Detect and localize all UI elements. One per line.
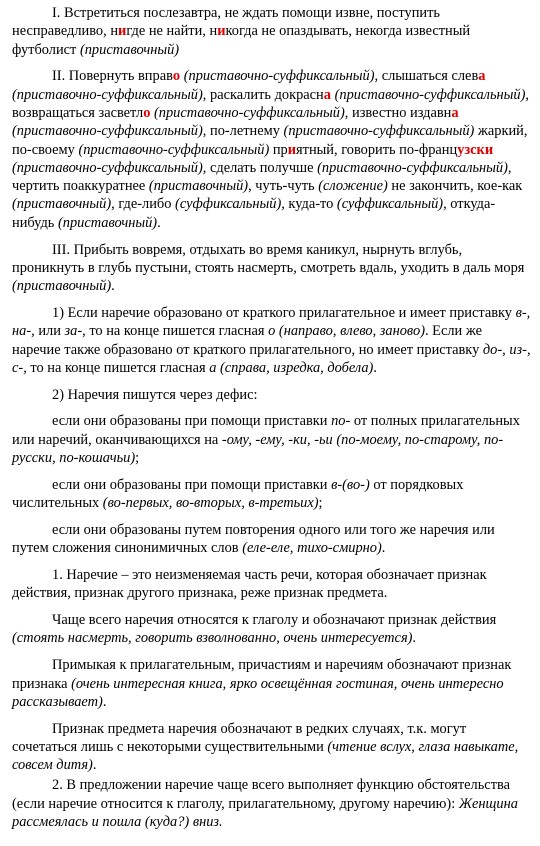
text-run: , чертить поаккуратнее: [12, 159, 512, 195]
highlighted-letter: и: [118, 23, 127, 40]
text-run: II. Повернуть вправ: [52, 68, 173, 85]
text-run: пр: [269, 141, 288, 158]
highlighted-letter: о: [172, 68, 181, 85]
text-run: , известно издавн: [344, 104, 452, 121]
italic-run: (приставочный): [57, 214, 158, 231]
italic-run: (приставочно-суффиксальный): [12, 159, 203, 176]
italic-run: (чтение вслух, глаза навыкате, совсем дитя): [12, 738, 519, 774]
italic-run: (приставочно-суффиксальный): [78, 141, 270, 158]
italic-run: (приставочно-суффиксальный): [183, 68, 375, 85]
text-run: .: [102, 693, 107, 710]
paragraph-12: [12, 720, 532, 775]
paragraph-10: [12, 611, 532, 648]
paragraph-6: [12, 412, 532, 467]
highlighted-letter: а: [451, 104, 459, 121]
text-run: 2. В предложении наречие чаще всего выполняет функцию обстоятельства (если наречие относится к глаголу, прилагательному, другому наречию):: [12, 777, 510, 812]
text-run: , то на конце пишется гласная: [23, 359, 210, 376]
paragraph-9: [12, 566, 532, 603]
italic-run: в-(во-): [331, 476, 370, 493]
text-run: .: [373, 359, 377, 376]
text-run: ;: [318, 495, 323, 512]
text-run: .: [157, 214, 161, 231]
text-run: , возвращаться засветл: [12, 86, 529, 121]
italic-run: а (справа, изредка, добела): [209, 359, 374, 376]
paragraph-8: [12, 521, 532, 558]
italic-run: о (направо, влево, заново): [268, 323, 425, 340]
italic-run: (приставочно-суффиксальный): [317, 159, 508, 176]
text-run: , слышаться слев: [374, 68, 479, 85]
text-run: , по-летнему: [202, 123, 284, 140]
text-run: Примыкая к прилагательным, причастиям и наречиям обозначают признак признака: [12, 657, 512, 692]
italic-run: (приставочно-суффиксальный): [154, 104, 345, 121]
text-run: ;: [135, 450, 140, 467]
italic-run: (приставочный): [79, 41, 180, 58]
italic-run: до-, из-, с-: [12, 341, 531, 376]
text-run: от порядковых числительных: [12, 476, 464, 512]
text-run: ятный, говорить по-франц: [296, 141, 458, 158]
highlighted-letter: а: [323, 86, 331, 103]
highlighted-letter: а: [478, 68, 486, 85]
text-run: или: [34, 323, 65, 340]
italic-run: Женщина рассмеялась и пошла (куда?) вниз.: [12, 795, 518, 831]
text-run: , куда-то: [281, 196, 337, 213]
italic-run: (приставочно-суффиксальный): [334, 86, 526, 103]
italic-run: (стоять насмерть, говорить взволнованно, очень интересуется): [12, 630, 413, 647]
text-run: 1. Наречие – это неизменяемая часть речи, которая обозначает признак действия, признак другого признака, реже признак предмета.: [12, 567, 487, 602]
text-run: не закончить, кое-как: [387, 178, 523, 195]
text-run: , откуда-нибудь: [12, 196, 496, 231]
italic-run: за-: [64, 323, 83, 340]
italic-run: -ому, -ему, -ки, -ьи (по-моему, по-старому, по-русски, по-кошачьи): [12, 431, 504, 467]
italic-run: (приставочный): [148, 178, 249, 195]
italic-run: (еле-еле, тихо-смирно): [242, 540, 382, 557]
paragraph-1: [12, 4, 532, 59]
text-run: если они образованы при помощи приставки: [52, 476, 332, 493]
italic-run: (суффиксальный): [175, 196, 282, 213]
italic-run: (приставочный): [12, 196, 112, 213]
text-run: , сделать получше: [202, 159, 318, 176]
text-run: I. Встретиться послезавтра, не ждать помощи извне, поступить несправедливо, н: [12, 5, 440, 40]
text-run: . Если же наречие также образовано от краткого прилагательного, но имеет приставку: [12, 323, 483, 358]
text-run: , где-либо: [111, 196, 176, 213]
paragraph-5: [12, 386, 532, 404]
paragraph-13: [12, 776, 532, 831]
italic-run: (суффиксальный): [336, 196, 444, 213]
paragraph-11: [12, 656, 532, 711]
text-run: если они образованы путем повторения одного или того же наречия или путем сложения синонимичных слов: [12, 521, 495, 557]
italic-run: (приставочный): [12, 278, 112, 295]
italic-run: (приставочно-суффиксальный): [283, 123, 475, 140]
text-run: .: [381, 540, 386, 557]
highlighted-letter: узски: [457, 141, 494, 158]
text-run: .: [111, 278, 115, 295]
italic-run: (во-первых, во-вторых, в-третьих): [102, 495, 319, 512]
highlighted-letter: и: [217, 23, 226, 40]
paragraph-3: [12, 241, 532, 296]
text-run: если они образованы при помощи приставки: [52, 413, 332, 430]
highlighted-letter: о: [143, 104, 151, 121]
text-run: .: [92, 757, 97, 774]
text-run: III. Прибыть вовремя, отдыхать во время каникул, нырнуть вглубь, проникнуть в глубь пустыни, стоять насмерть, смотреть вдаль, уходить в даль моря: [12, 241, 525, 276]
paragraph-4: [12, 304, 532, 377]
italic-run: в-, на-,: [12, 304, 531, 340]
text-run: 1) Если наречие образовано от краткого прилагательное и имеет приставку: [52, 304, 516, 321]
text-run: 2) Наречия пишутся через дефис:: [52, 386, 258, 403]
text-run: , чуть-чуть: [248, 178, 319, 195]
highlighted-letter: и: [287, 141, 297, 158]
text-run: где не найти, н: [126, 23, 218, 40]
paragraph-7: [12, 476, 532, 513]
text-run: когда не опаздывать, некогда известный футболист: [12, 23, 471, 58]
text-run: , раскалить докрасн: [202, 86, 324, 103]
italic-run: (сложение): [318, 178, 388, 195]
paragraph-2: [12, 67, 532, 232]
italic-run: (приставочно-суффиксальный): [12, 86, 203, 103]
text-run: .: [412, 630, 417, 647]
italic-run: по-: [331, 413, 351, 430]
italic-run: (приставочно-суффиксальный): [12, 123, 203, 140]
italic-run: (очень интересная книга, ярко освещённая гостиная, очень интересно рассказывает): [12, 675, 504, 710]
text-run: от полных прилагательных или наречий, оканчивающихся на: [12, 413, 520, 448]
text-run: , то на конце пишется гласная: [82, 323, 269, 340]
text-run: жаркий, по-своему: [12, 123, 528, 158]
text-run: Признак предмета наречия обозначают в редких случаях, т.к. могут сочетаться лишь с некоторыми существительными: [12, 720, 467, 755]
text-run: Чаще всего наречия относятся к глаголу и обозначают признак действия: [52, 612, 497, 629]
